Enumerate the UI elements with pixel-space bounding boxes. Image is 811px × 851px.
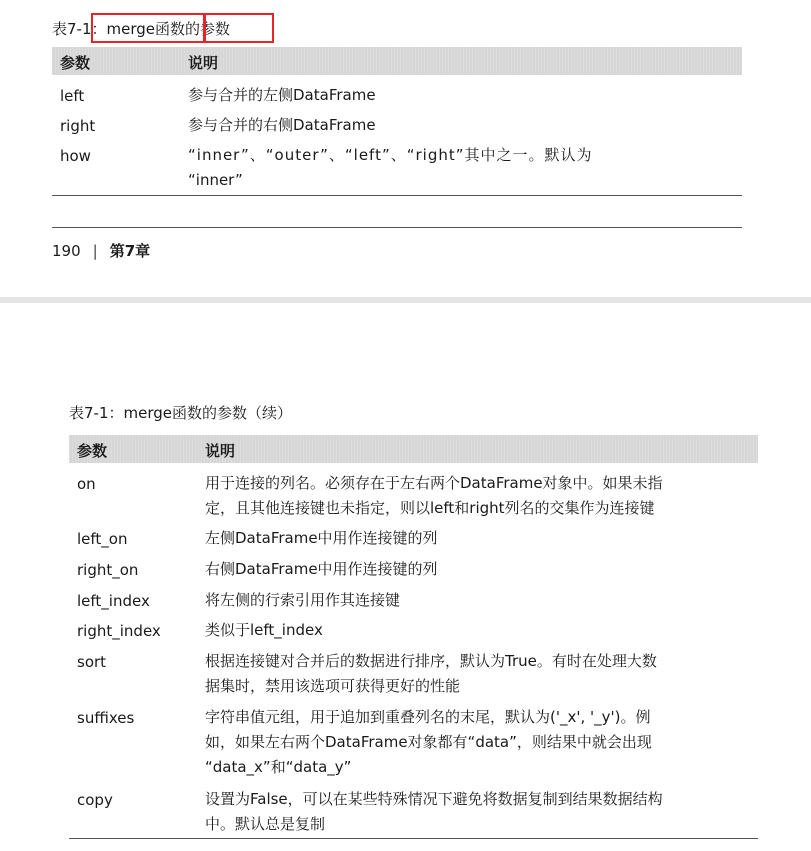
top-table-bottom-rule [52, 195, 742, 196]
desc-line: 如，如果左右两个DataFrame对象都有“data”，则结果中就会出现 [205, 733, 652, 751]
chapter-label: 第7章 [109, 242, 151, 260]
desc-line: 字符串值元组，用于追加到重叠列名的末尾，默认为('_x', '_y')。例 [205, 708, 651, 726]
caption-highlight: 参数 [200, 20, 231, 38]
highlight-box-merge [91, 13, 205, 43]
top-table-header [52, 47, 742, 75]
top-param-desc [188, 83, 376, 108]
desc-line: 用于连接的列名。必须存在于左右两个DataFrame对象中。如果未指 [205, 474, 663, 492]
param-desc [205, 705, 652, 780]
param-desc [205, 649, 657, 699]
desc-line: “data_x”和“data_y” [205, 758, 352, 776]
desc-line: 类似于left_index [205, 621, 323, 639]
desc-line: 参与合并的右侧DataFrame [188, 116, 376, 134]
top-header-desc: 说明 [188, 54, 219, 72]
desc-line: 右侧DataFrame中用作连接键的列 [205, 560, 438, 578]
desc-line: 设置为False，可以在某些特殊情况下避免将数据复制到结果数据结构 [205, 790, 663, 808]
page-number: 190 [52, 242, 81, 260]
param-name: suffixes [77, 709, 135, 727]
desc-line: 左侧DataFrame中用作连接键的列 [205, 529, 438, 547]
top-param-desc [188, 143, 593, 193]
param-name: left_on [77, 530, 128, 548]
param-name: on [77, 475, 96, 493]
param-desc [205, 471, 663, 521]
top-page-rule [52, 227, 742, 228]
desc-line: “inner” [188, 171, 243, 189]
param-name: left_index [77, 592, 150, 610]
param-desc [205, 588, 400, 613]
highlight-box-params [204, 13, 274, 43]
bottom-table-header [69, 435, 758, 463]
top-param-desc [188, 113, 376, 138]
param-name: right_index [77, 622, 161, 640]
bottom-header-desc: 说明 [205, 442, 236, 460]
footer-separator: | [92, 242, 98, 260]
param-name: right_on [77, 561, 139, 579]
top-param-name: left [60, 87, 85, 105]
desc-line: “inner”、“outer”、“left”、“right”其中之一。默认为 [188, 146, 593, 164]
bottom-table-bottom-rule [69, 838, 758, 839]
param-desc [205, 618, 323, 643]
desc-line: 根据连接键对合并后的数据进行排序，默认为True。有时在处理大数 [205, 652, 657, 670]
desc-line: 参与合并的左侧DataFrame [188, 86, 376, 104]
param-name: sort [77, 653, 107, 671]
desc-line: 定，且其他连接键也未指定，则以left和right列名的交集作为连接键 [205, 499, 655, 517]
page-footer [52, 240, 150, 261]
param-desc [205, 787, 663, 837]
top-header-param: 参数 [60, 54, 91, 72]
top-param-name: right [60, 117, 96, 135]
page-gap [0, 297, 811, 303]
caption-mid: merge函数的 [106, 20, 201, 38]
desc-line: 中。默认总是复制 [205, 815, 326, 833]
top-param-name: how [60, 147, 91, 165]
bottom-table-caption: 表7-1：merge函数的参数（续） [69, 404, 292, 422]
desc-line: 据集时，禁用该选项可获得更好的性能 [205, 677, 461, 695]
param-desc [205, 526, 438, 551]
desc-line: 将左侧的行索引用作其连接键 [205, 591, 401, 609]
caption-sep: ： [91, 20, 107, 38]
param-name: copy [77, 791, 113, 809]
param-desc [205, 557, 438, 582]
bottom-header-param: 参数 [77, 442, 108, 460]
caption-prefix: 表7-1 [52, 20, 92, 38]
